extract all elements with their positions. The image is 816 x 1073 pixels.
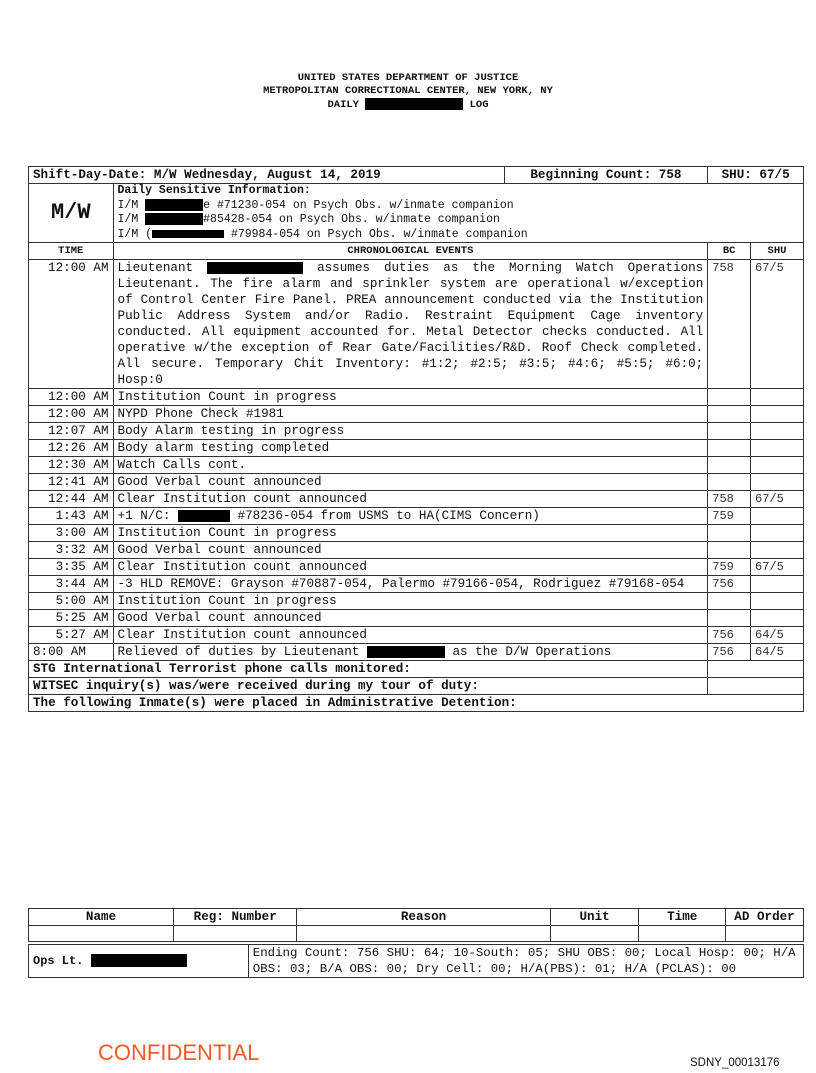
sensitive-line: I/M ( #79984-054 on Psych Obs. w/inmate companion [117, 227, 528, 241]
notice-witsec: WITSEC inquiry(s) was/were received during my tour of duty: [29, 678, 708, 695]
notice-row [29, 661, 804, 678]
notice-row [29, 695, 804, 712]
event-time: 3:00 AM [29, 525, 114, 542]
event-time: 12:00 AM [29, 389, 114, 406]
header-line-2: METROPOLITAN CORRECTIONAL CENTER, NEW YORK, NY [263, 85, 553, 97]
event-time: 12:00 AM [29, 260, 114, 389]
event-text: Clear Institution count announced [113, 491, 708, 508]
event-bc: 756 [708, 627, 751, 644]
shift-row [29, 167, 804, 184]
table-row [29, 260, 804, 389]
event-time: 1:43 AM [29, 508, 114, 525]
event-time: 12:44 AM [29, 491, 114, 508]
redaction-box [145, 199, 203, 211]
table-row [29, 457, 804, 474]
notice-row [29, 678, 804, 695]
event-time: 12:07 AM [29, 423, 114, 440]
table-row [29, 525, 804, 542]
ad-col-unit: Unit [550, 909, 639, 926]
redaction-box [145, 213, 203, 225]
event-time: 8:00 AM [29, 644, 114, 661]
header-daily: DAILY [327, 98, 359, 111]
event-bc [708, 542, 751, 559]
header-log: LOG [469, 98, 489, 111]
redaction-box [365, 98, 463, 110]
table-row [29, 542, 804, 559]
event-bc [708, 423, 751, 440]
event-text: Good Verbal count announced [113, 610, 708, 627]
event-bc [708, 593, 751, 610]
event-text: Institution Count in progress [113, 389, 708, 406]
event-time: 12:00 AM [29, 406, 114, 423]
shu-count: SHU: 67/5 [708, 167, 804, 184]
shift-day-date: Shift-Day-Date: M/W Wednesday, August 14, 2019 [29, 167, 505, 184]
ad-col-order: AD Order [726, 909, 804, 926]
ad-header-row [29, 909, 804, 926]
event-bc: 758 [708, 491, 751, 508]
redaction-box [152, 230, 224, 238]
table-row [29, 406, 804, 423]
header-line-3 [0, 98, 816, 112]
event-shu [751, 457, 804, 474]
event-text: Watch Calls cont. [113, 457, 708, 474]
daily-log-table [28, 166, 804, 712]
event-text: Institution Count in progress [113, 525, 708, 542]
table-row [29, 559, 804, 576]
event-text: Body Alarm testing in progress [113, 423, 708, 440]
event-bc [708, 474, 751, 491]
event-shu [751, 576, 804, 593]
event-shu [751, 474, 804, 491]
event-text: Body alarm testing completed [113, 440, 708, 457]
event-bc: 759 [708, 559, 751, 576]
redaction-box [178, 510, 230, 522]
footer-table [28, 944, 804, 978]
table-row [29, 644, 804, 661]
table-row [29, 423, 804, 440]
ops-lt: Ops Lt. [29, 945, 249, 978]
table-row [29, 593, 804, 610]
event-text: NYPD Phone Check #1981 [113, 406, 708, 423]
event-bc [708, 440, 751, 457]
event-shu: 67/5 [751, 491, 804, 508]
event-bc [708, 406, 751, 423]
confidential-stamp: CONFIDENTIAL [98, 1040, 260, 1065]
event-text: Relieved of duties by Lieutenant as the D/W Operations [113, 644, 708, 661]
event-shu: 67/5 [751, 559, 804, 576]
event-text: Good Verbal count announced [113, 542, 708, 559]
table-row [29, 576, 804, 593]
event-time: 12:41 AM [29, 474, 114, 491]
event-time: 12:30 AM [29, 457, 114, 474]
event-time: 5:00 AM [29, 593, 114, 610]
event-bc [708, 389, 751, 406]
event-time: 3:44 AM [29, 576, 114, 593]
admin-detention-table [28, 908, 804, 942]
ad-col-reason: Reason [297, 909, 550, 926]
watch-code: M/W [29, 184, 114, 243]
sensitive-title: Daily Sensitive Information: [117, 184, 311, 197]
ad-empty-row [29, 926, 804, 942]
document-header [0, 72, 816, 112]
col-shu: SHU [751, 243, 804, 260]
event-shu: 64/5 [751, 644, 804, 661]
event-bc: 756 [708, 576, 751, 593]
bates-number: SDNY_00013176 [690, 1057, 780, 1069]
event-time: 5:27 AM [29, 627, 114, 644]
col-time: TIME [29, 243, 114, 260]
table-row [29, 610, 804, 627]
redaction-box [91, 954, 187, 967]
event-time: 3:32 AM [29, 542, 114, 559]
event-text: Lieutenant assumes duties as the Morning Watch Operations Lieutenant. The fire alarm and sprinkler system are operational w/exception of Control Center Fire Panel. PREA announcement conducted via the Institution Public Address System and/or Radio. Restraint Equipment Cage inventory conducted. All equipment accounted for. Metal Detector checks conducted. All operative w/the exception of Rear Gate/Facilities/R&D. Roof Check completed. All secure. Temporary Chit Inventory: #1:2; #2:5; #3:5; #4:6; #5:5; #6:0; Hosp:0 [113, 260, 708, 389]
redaction-box [367, 646, 445, 658]
event-shu [751, 440, 804, 457]
table-row [29, 440, 804, 457]
table-row [29, 491, 804, 508]
beginning-count: Beginning Count: 758 [504, 167, 708, 184]
col-events: CHRONOLOGICAL EVENTS [113, 243, 708, 260]
column-header-row [29, 243, 804, 260]
table-row [29, 627, 804, 644]
table-row [29, 508, 804, 525]
event-bc: 758 [708, 260, 751, 389]
col-bc: BC [708, 243, 751, 260]
event-time: 5:25 AM [29, 610, 114, 627]
event-shu [751, 389, 804, 406]
event-text: +1 N/C: #78236-054 from USMS to HA(CIMS Concern) [113, 508, 708, 525]
sensitive-info [113, 184, 803, 243]
redaction-box [207, 262, 303, 274]
event-shu [751, 508, 804, 525]
event-shu: 64/5 [751, 627, 804, 644]
event-text: Clear Institution count announced [113, 627, 708, 644]
ending-count: Ending Count: 756 SHU: 64; 10-South: 05; SHU OBS: 00; Local Hosp: 00; H/A OBS: 03; B/A OBS: 00; Dry Cell: 00; H/A(PBS): 01; H/A (PCLAS): 00 [248, 945, 803, 978]
event-bc: 759 [708, 508, 751, 525]
event-shu [751, 542, 804, 559]
event-text: -3 HLD REMOVE: Grayson #70887-054, Palermo #79166-054, Rodriguez #79168-054 [113, 576, 708, 593]
notice-ad: The following Inmate(s) were placed in Administrative Detention: [29, 695, 804, 712]
header-line-1: UNITED STATES DEPARTMENT OF JUSTICE [297, 72, 519, 84]
event-shu [751, 423, 804, 440]
event-time: 3:35 AM [29, 559, 114, 576]
event-bc: 756 [708, 644, 751, 661]
event-bc [708, 525, 751, 542]
event-shu [751, 593, 804, 610]
event-shu: 67/5 [751, 260, 804, 389]
event-shu [751, 525, 804, 542]
ad-col-name: Name [29, 909, 174, 926]
notice-stg: STG International Terrorist phone calls monitored: [29, 661, 708, 678]
event-text: Institution Count in progress [113, 593, 708, 610]
event-shu [751, 406, 804, 423]
sensitive-line: I/M e #71230-054 on Psych Obs. w/inmate companion [117, 198, 514, 212]
table-row [29, 474, 804, 491]
event-bc [708, 610, 751, 627]
sensitive-line: I/M #85428-054 on Psych Obs. w/inmate companion [117, 213, 500, 227]
event-time: 12:26 AM [29, 440, 114, 457]
event-text: Good Verbal count announced [113, 474, 708, 491]
event-text: Clear Institution count announced [113, 559, 708, 576]
table-row [29, 389, 804, 406]
event-bc [708, 457, 751, 474]
ad-col-reg: Reg: Number [174, 909, 297, 926]
event-shu [751, 610, 804, 627]
ad-col-time: Time [639, 909, 726, 926]
sensitive-info-row [29, 184, 804, 243]
